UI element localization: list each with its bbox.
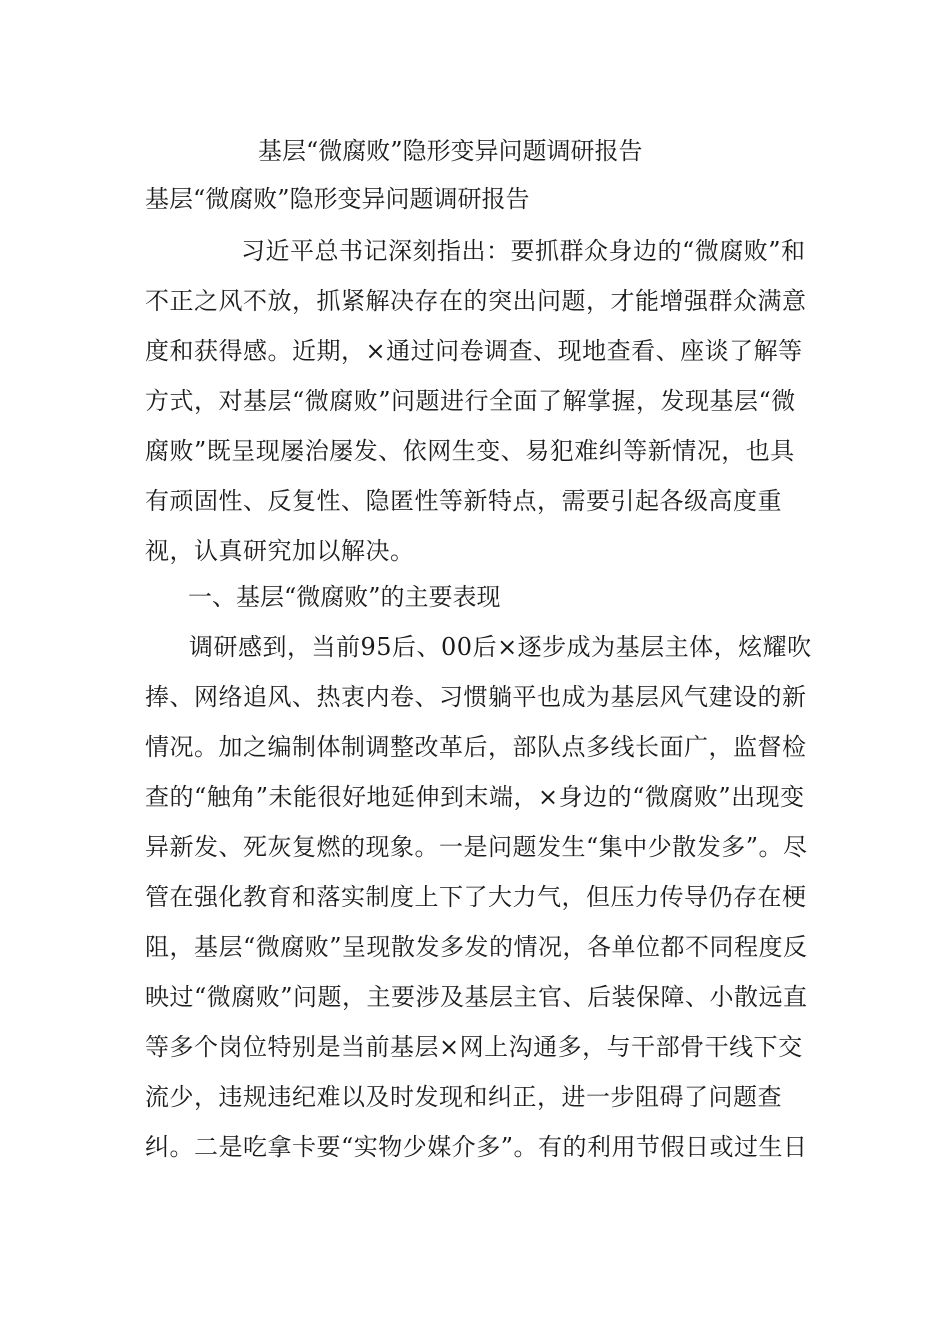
section-paragraph: 调研感到，当前95后、00后×逐步成为基层主体，炫耀吹捧、网络追风、热衷内卷、习惯躺平也成为基层风气建设的新情况。加之编制体制调整改革后，部队点多线长面广，监督检查的“触角”未能很好地延伸到末端，×身边的“微腐败”出现变异新发、死灰复燃的现象。一是问题发生“集中少散发多”。尽管在强化教育和落实制度上下了大力气，但压力传导仍存在梗阻，基层“微腐败”呈现散发多发的情况，各单位都不同程度反映过“微腐败”问题，主要涉及基层主官、后装保障、小散远直等多个岗位特别是当前基层×网上沟通多，与干部骨干线下交流少，违规违纪难以及时发现和纠正，进一步阻碍了问题查纠。二是吃拿卡要“实物少媒介多”。有的利用节假日或过生日 bbox=[145, 633, 812, 1161]
section-heading: 一、基层“微腐败”的主要表现 bbox=[188, 583, 501, 611]
intro-paragraph: 习近平总书记深刻指出：要抓群众身边的“微腐败”和不正之风不放，抓紧解决存在的突出问题，才能增强群众满意度和获得感。近期，×通过问卷调查、现地查看、座谈了解等方式，对基层“微腐败”问题进行全面了解掌握，发现基层“微腐败”既呈现屡治屡发、依网生变、易犯难纠等新情况，也具有顽固性、反复性、隐匿性等新特点，需要引起各级高度重视，认真研究加以解决。 bbox=[145, 237, 807, 565]
document-subtitle: 基层“微腐败”隐形变异问题调研报告 bbox=[145, 185, 530, 213]
document-title: 基层“微腐败”隐形变异问题调研报告 bbox=[258, 137, 643, 165]
